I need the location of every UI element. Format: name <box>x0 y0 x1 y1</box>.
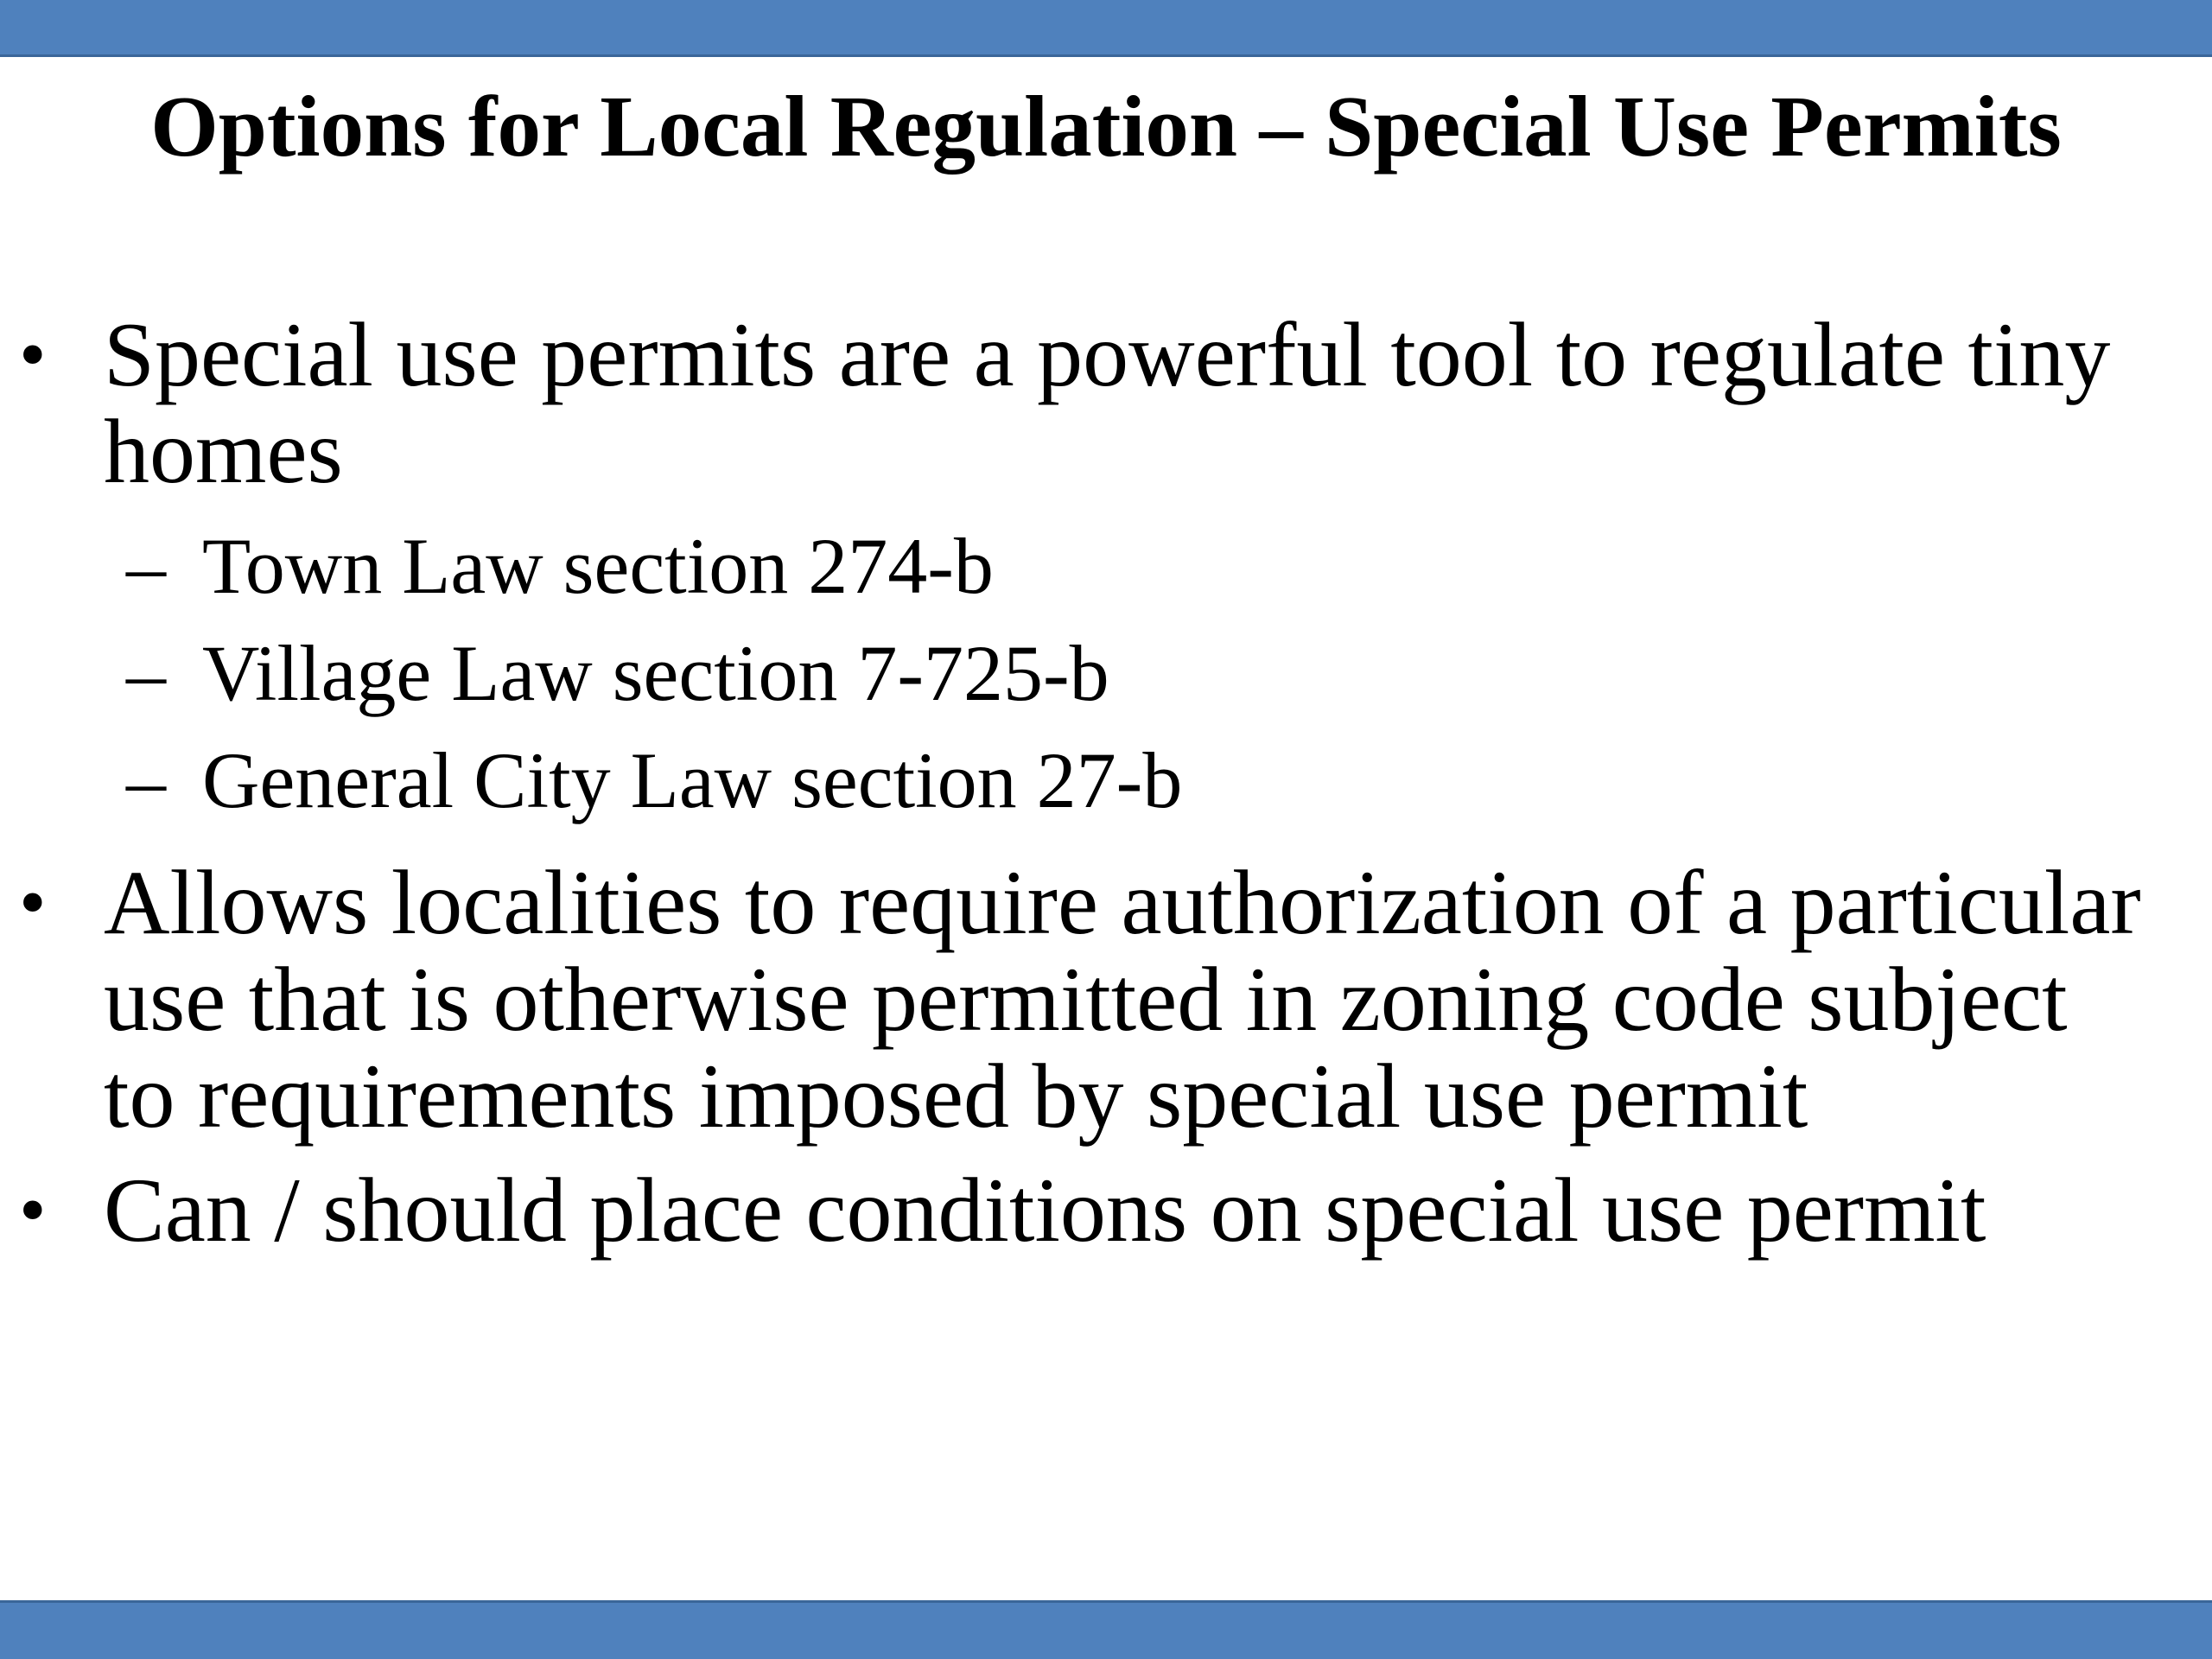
sub-item-text: General City Law section 27-b <box>202 736 1183 824</box>
sub-list <box>0 518 2143 829</box>
dash-icon: – <box>126 629 166 717</box>
sub-item <box>0 518 2143 614</box>
sub-item <box>0 732 2143 829</box>
bullet-text: Special use permits are a powerful tool to regulate tiny homes <box>104 304 2111 502</box>
dash-icon: – <box>126 522 166 610</box>
slide-title: Options for Local Regulation – Special Use Permits <box>150 78 2062 175</box>
bullet-icon: • <box>19 1167 47 1253</box>
bottom-accent-bar <box>0 1600 2212 1659</box>
bullet-text: Can / should place conditions on special use permit <box>104 1160 1986 1261</box>
sub-item-text: Town Law section 274-b <box>202 522 994 610</box>
sub-item-text: Village Law section 7-725-b <box>202 629 1109 717</box>
bullet-item <box>0 852 2143 1147</box>
sub-item <box>0 625 2143 721</box>
bullet-text: Allows localities to require authorization of a particular use that is otherwise permitted in zoning code subject to requirements imposed by special use permit <box>104 852 2141 1147</box>
slide-body <box>0 304 2143 1276</box>
dash-icon: – <box>126 736 166 824</box>
bullet-icon: • <box>19 312 47 397</box>
bullet-item <box>0 1162 2143 1259</box>
bullet-item <box>0 304 2143 502</box>
top-accent-bar <box>0 0 2212 57</box>
bullet-icon: • <box>19 860 47 945</box>
